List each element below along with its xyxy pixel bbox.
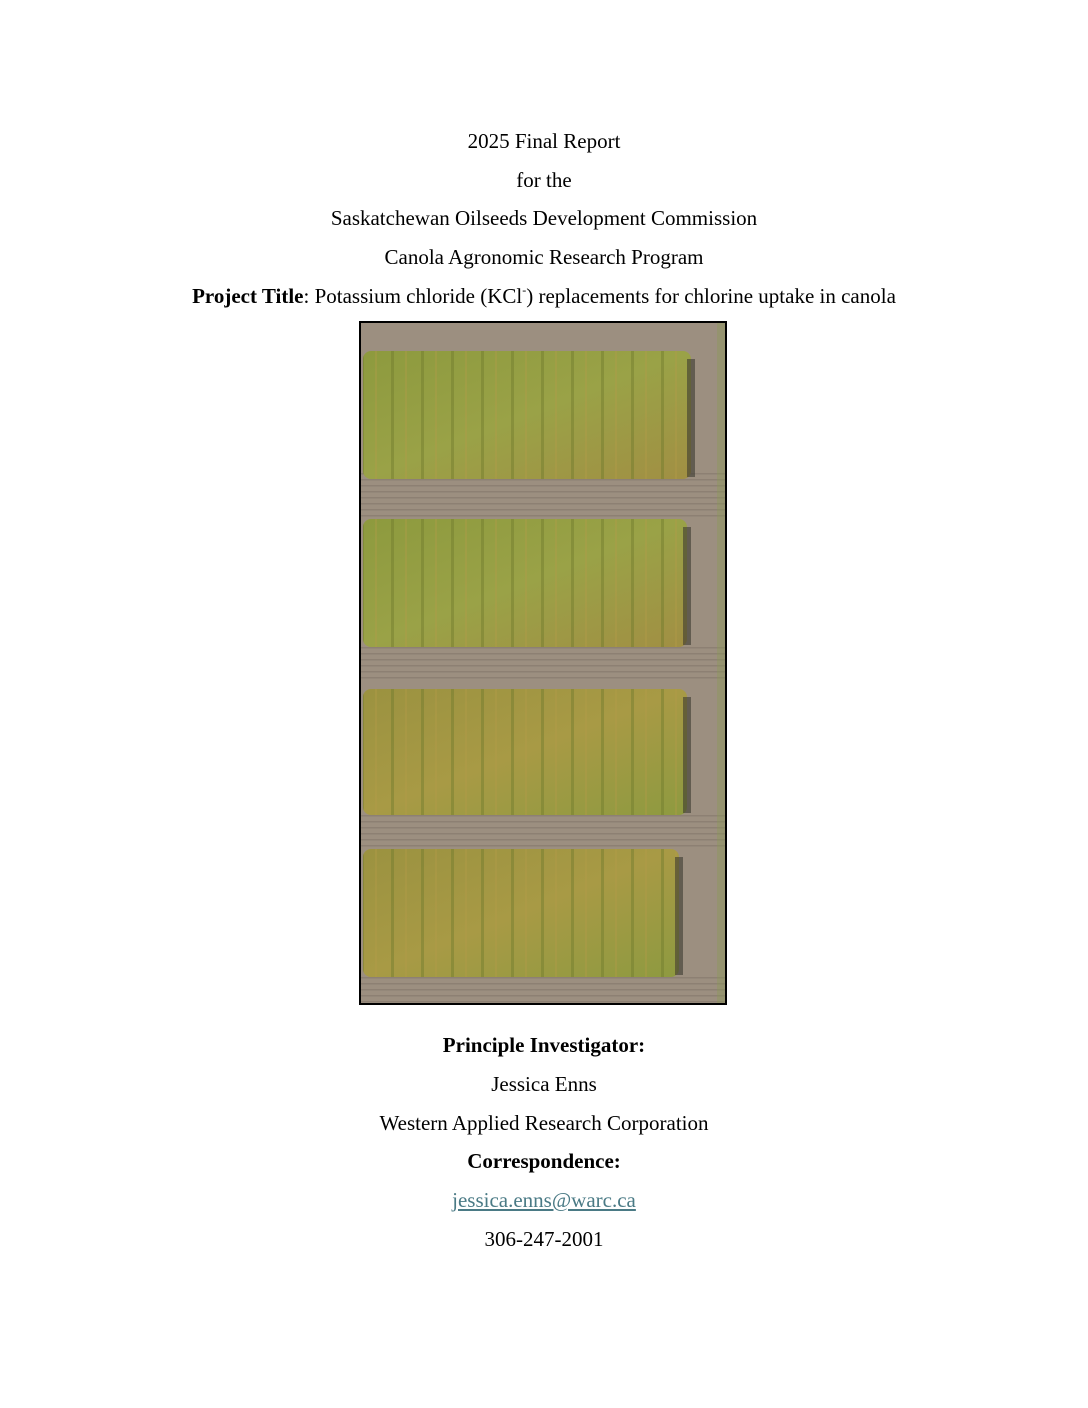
investigator-heading: Principle Investigator: <box>442 1033 646 1057</box>
project-title <box>0 283 1088 309</box>
email-link[interactable]: jessica.enns@warc.ca <box>452 1188 636 1212</box>
project-title-label: Project Title <box>192 284 304 308</box>
program-name: Canola Agronomic Research Program <box>384 245 704 269</box>
chloride-superscript: - <box>522 283 527 297</box>
project-title-text-after: ) replacements for chlorine uptake in canola <box>526 284 896 308</box>
report-title: 2025 Final Report <box>467 129 621 153</box>
correspondence-heading: Correspondence: <box>467 1149 621 1173</box>
plot-2 <box>363 519 691 647</box>
commission-name: Saskatchewan Oilseeds Development Commission <box>330 206 758 230</box>
investigator-name: Jessica Enns <box>491 1072 597 1096</box>
investigator-organization: Western Applied Research Corporation <box>379 1111 709 1135</box>
field-plots-illustration <box>361 323 725 1003</box>
plot-3 <box>363 689 691 815</box>
plot-1 <box>363 351 695 479</box>
plot-4 <box>363 849 683 977</box>
phone-number: 306-247-2001 <box>484 1227 604 1251</box>
correspondence-email-line <box>0 1187 1088 1213</box>
project-title-text-before: : Potassium chloride (KCl <box>303 284 523 308</box>
field-plots-photo <box>359 321 727 1005</box>
report-for: for the <box>516 168 572 192</box>
